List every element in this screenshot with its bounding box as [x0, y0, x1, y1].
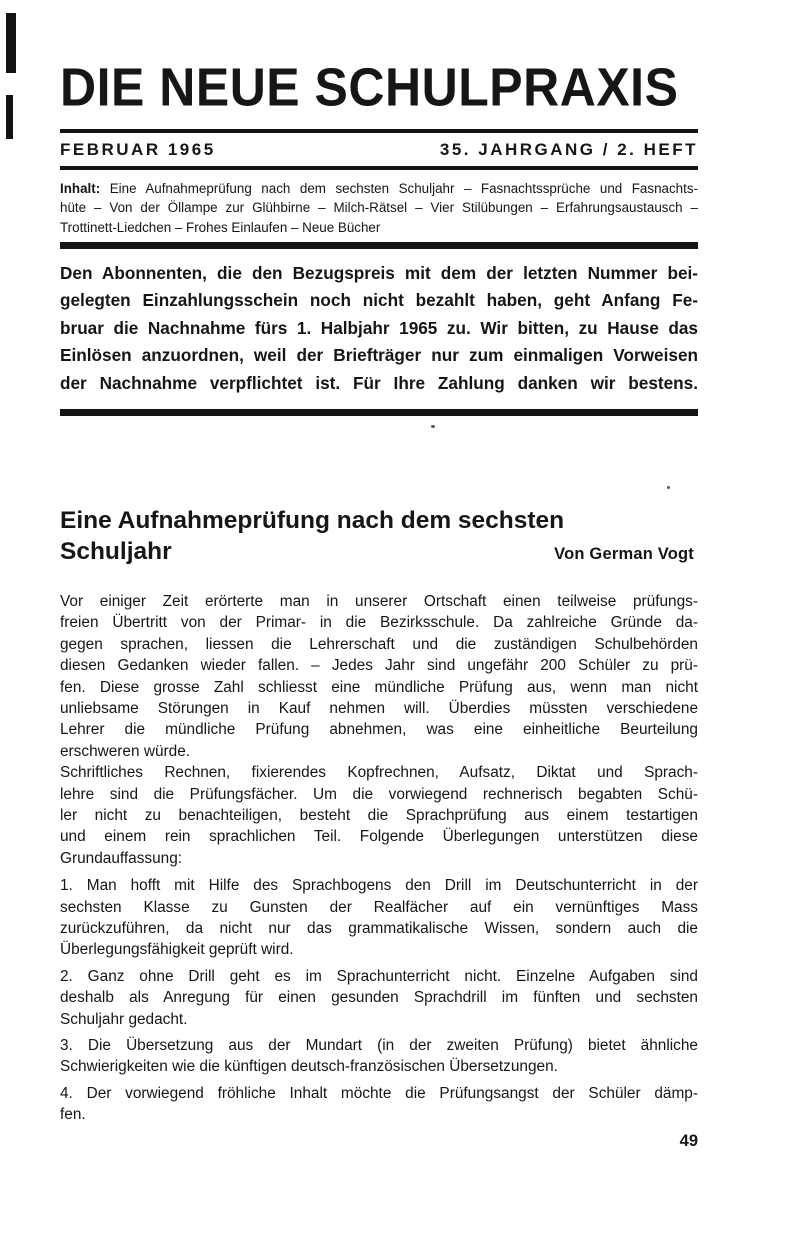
numbered-item-4: [60, 1083, 698, 1126]
numbered-item-3: [60, 1035, 698, 1078]
body-line: ler nicht zu benachteiligen, besteht die Sprachprüfung aus einem testartigen: [60, 806, 698, 824]
body-line: und einem rein sprachlichen Teil. Folgende Überlegungen unterstützen diese: [60, 828, 698, 846]
body-line: fen. Diese grosse Zahl schliesst eine mündliche Prüfung aus, wenn man nicht: [60, 678, 698, 696]
body-line: Grundauffassung:: [60, 849, 183, 867]
divider-rule-above-notice: [60, 242, 698, 249]
numbered-item-1: [60, 875, 698, 961]
article-title-line2: Schuljahr: [60, 537, 172, 565]
page-content: [60, 0, 698, 1151]
body-line: Schriftliches Rechnen, fixierendes Kopfrechnen, Aufsatz, Diktat und Sprach-: [60, 764, 698, 782]
body-line: unliebsame Störungen in Kauf nehmen will. Überdies müssten verschiedene: [60, 699, 698, 717]
notice-line: Den Abonnenten, die den Bezugspreis mit dem der letzten Nummer bei-: [60, 262, 698, 283]
volume-heft: 35. JAHRGANG / 2. HEFT: [439, 140, 698, 159]
body-line: sechsten Klasse zu Gunsten der Realfächer auf ein vernünftiges Mass: [60, 898, 698, 916]
body-line: diesen Gedanken wieder fallen. – Jedes Jahr sind ungefähr 200 Schüler zu prü-: [60, 657, 698, 675]
body-line: Überlegungsfähigkeit geprüft wird.: [60, 941, 294, 959]
body-line: Schwierigkeiten wie die künftigen deutsch-französischen Übersetzungen.: [60, 1058, 558, 1076]
notice-line: bruar die Nachnahme fürs 1. Halbjahr 1965 zu. Wir bitten, zu Hause das: [60, 317, 698, 338]
body-line: 4. Der vorwiegend fröhliche Inhalt möchte die Prüfungsangst der Schüler dämp-: [60, 1084, 698, 1102]
body-line: freien Übertritt von der Primar- in die Bezirksschule. Da zahlreiche Gründe da-: [60, 614, 698, 632]
paragraph: [60, 591, 698, 762]
scan-artifact-bar: [6, 13, 16, 73]
body-line: 1. Man hofft mit Hilfe des Sprachbogens den Drill im Deutschunterricht in der: [60, 877, 698, 895]
numbered-item-2: [60, 966, 698, 1030]
article-byline: Von German Vogt: [554, 544, 694, 563]
subscription-notice: [60, 260, 698, 397]
article-header: [60, 505, 698, 567]
body-line: deshalb als Anregung für einen gesunden Sprachdrill im fünften und sechsten: [60, 989, 698, 1007]
issue-date: FEBRUAR 1965: [60, 140, 216, 159]
body-line: erschweren würde.: [60, 742, 191, 760]
body-line: 3. Die Übersetzung aus der Mundart (in der zweiten Prüfung) bietet ähnliche: [60, 1037, 698, 1055]
body-line: Lehrer die mündliche Prüfung abnehmen, was eine einheitliche Beurteilung: [60, 721, 698, 739]
body-line: 2. Ganz ohne Drill geht es im Sprachunterricht nicht. Einzelne Aufgaben sind: [60, 967, 698, 985]
table-of-contents: [60, 179, 698, 237]
body-line: Schuljahr gedacht.: [60, 1010, 188, 1028]
body-line: zurückzuführen, da nicht nur das grammatikalische Wissen, sondern auch die: [60, 920, 698, 938]
toc-line: [60, 179, 698, 198]
toc-line-text: Eine Aufnahmeprüfung nach dem sechsten Schuljahr – Fasnachtssprüche und Fasnachts-: [109, 181, 698, 196]
notice-line: der Nachnahme verpflichtet ist. Für Ihre Zahlung danken wir bestens.: [60, 372, 698, 393]
notice-line: gelegten Einzahlungsschein noch nicht bezahlt haben, geht Anfang Fe-: [60, 290, 698, 311]
toc-line: hüte – Von der Öllampe zur Glühbirne – Milch-Rätsel – Vier Stilübungen – Erfahrungsaustausch –: [60, 200, 698, 216]
page-number: 49: [679, 1131, 698, 1150]
body-line: gegen sprachen, liessen die Lehrerschaft und die zuständigen Schulbehörden: [60, 635, 698, 653]
article-body: [60, 591, 698, 1126]
article-title-line1: Eine Aufnahmeprüfung nach dem sechsten: [60, 506, 565, 534]
body-line: lehre sind die Prüfungsfächer. Um die vorwiegend rechnerisch begabten Schü-: [60, 785, 698, 803]
notice-line: Einlösen anzuordnen, weil der Briefträger nur zum einmaligen Vorweisen: [60, 345, 698, 366]
toc-line: Trottinett-Liedchen – Frohes Einlaufen – Neue Bücher: [60, 219, 381, 235]
masthead-title: DIE NEUE SCHULPRAXIS: [60, 57, 679, 118]
divider-rule-below-notice: [60, 409, 698, 416]
body-line: fen.: [60, 1106, 86, 1124]
toc-label: Inhalt:: [60, 181, 101, 196]
divider-rule-under-dateline: [60, 166, 698, 170]
paragraph: [60, 762, 698, 869]
issue-dateline: [60, 133, 698, 166]
body-line: Vor einiger Zeit erörterte man in unserer Ortschaft einen teilweise prüfungs-: [60, 592, 698, 610]
scan-artifact-bar: [6, 95, 13, 139]
